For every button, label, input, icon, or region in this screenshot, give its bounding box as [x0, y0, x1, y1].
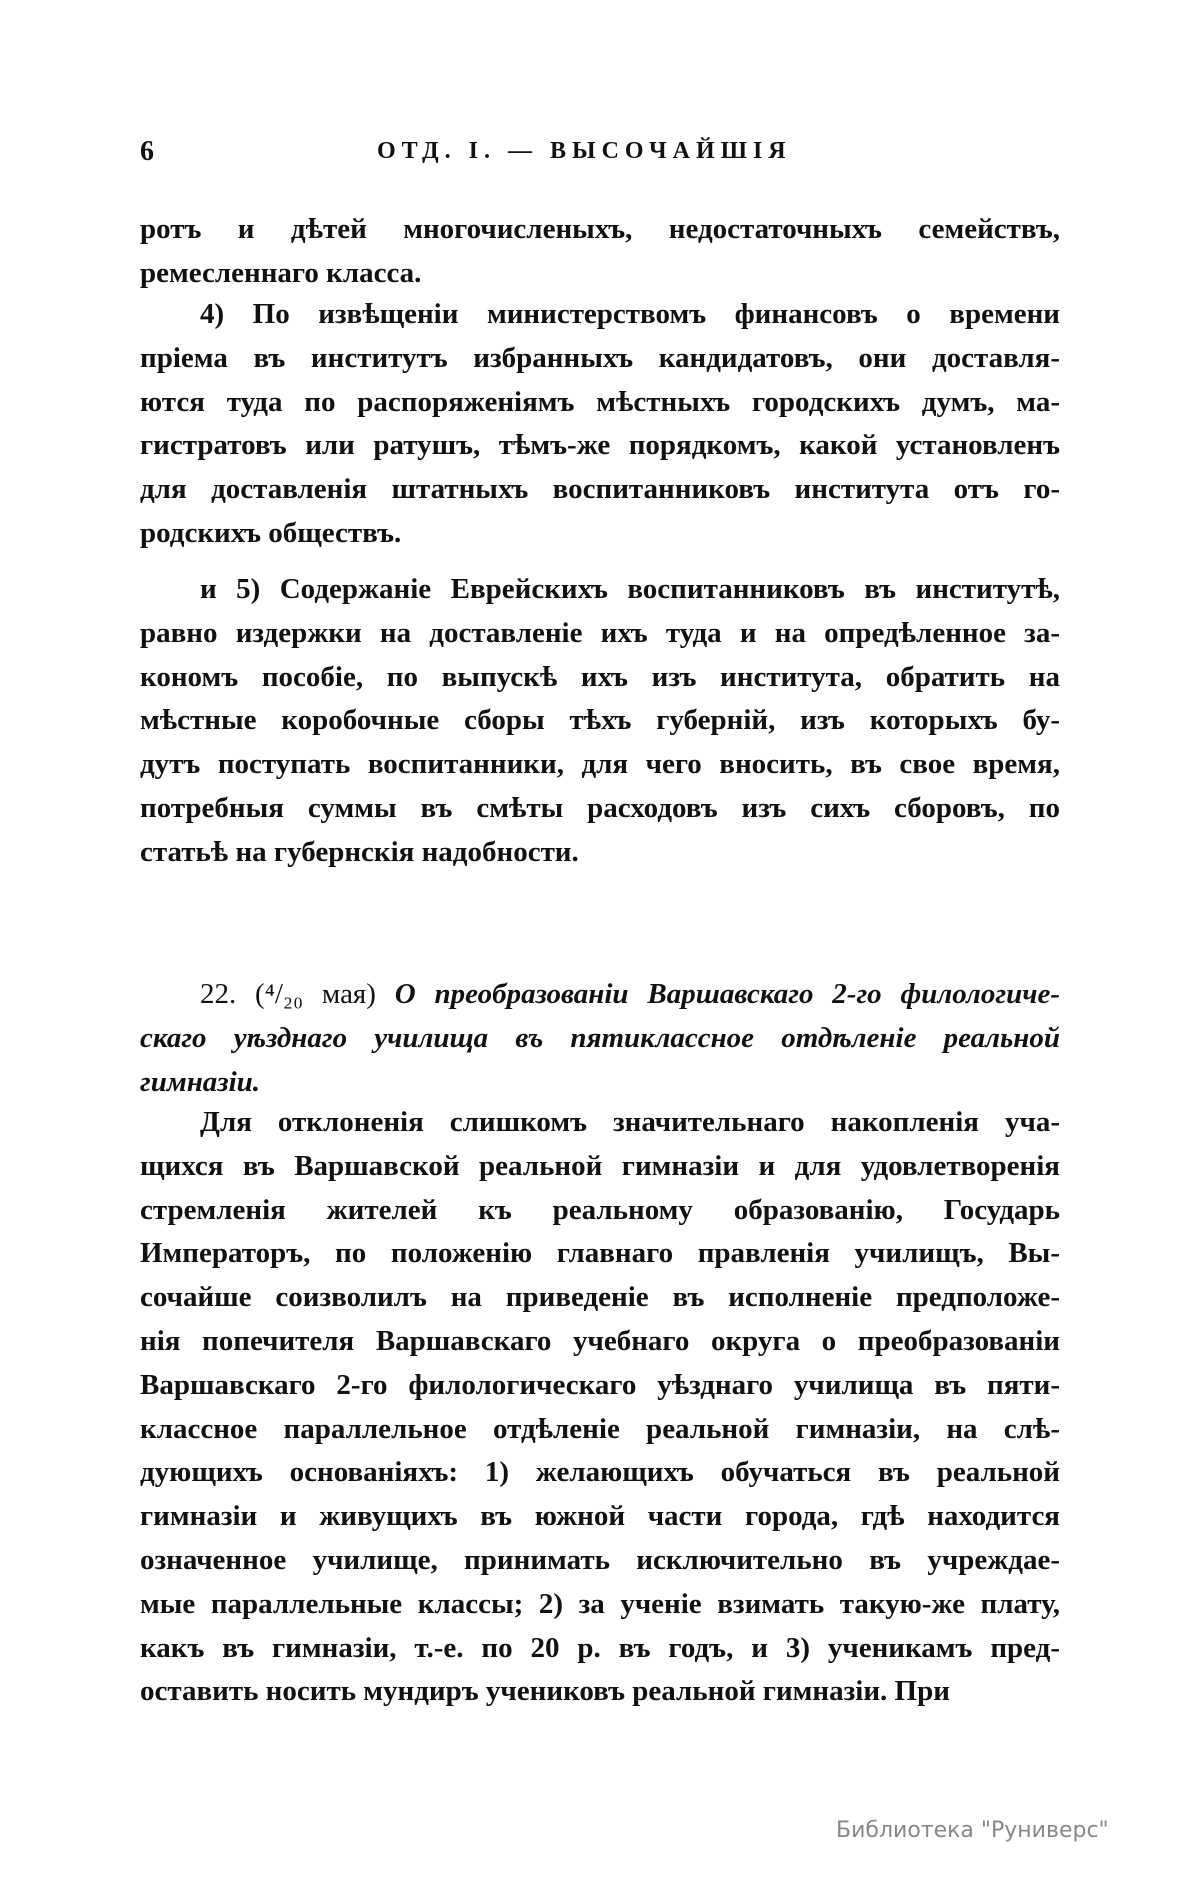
text-line: щихся въ Варшавской реальной гимназіи и для удовлетворенія — [140, 1149, 1060, 1182]
text-line: дутъ поступать воспитанники, для чего вносить, въ свое время, — [140, 748, 1060, 781]
text-line: классное параллельное отдѣленіе реальной гимназіи, на слѣ- — [140, 1412, 1060, 1445]
text-line: мые параллельные классы; 2) за ученіе взимать такую-же плату, — [140, 1587, 1060, 1620]
text-line: родскихъ обществъ. — [140, 516, 402, 549]
heading-line — [140, 973, 1060, 1017]
text-line: и 5) Содержаніе Еврейскихъ воспитанниковъ въ институтѣ, — [200, 573, 1060, 605]
heading-line — [140, 1017, 1060, 1061]
text-line: дующихъ основаніяхъ: 1) желающихъ обучаться въ реальной — [140, 1456, 1060, 1489]
text-line: равно издержки на доставленіе ихъ туда и на опредѣленное за- — [140, 616, 1060, 649]
section-title-text: гимназіи. — [140, 1065, 261, 1098]
text-line: мѣстные коробочные сборы тѣхъ губерній, изъ которыхъ бу- — [140, 704, 1060, 737]
text-line: статьѣ на губернскія надобности. — [140, 835, 579, 868]
text-line: сочайше соизволилъ на приведеніе въ исполненіе предположе- — [140, 1281, 1060, 1314]
text-line: гистратовъ или ратушъ, тѣмъ-же порядкомъ, какой установленъ — [140, 429, 1060, 462]
text-line: Императоръ, по положенію главнаго правленія училищъ, Вы- — [140, 1237, 1060, 1270]
text-line: кономъ пособіе, по выпускѣ ихъ изъ института, обратить на — [140, 660, 1060, 693]
section-number-date: 22. (⁴/₂₀ мая) — [200, 978, 376, 1010]
paragraph-item-4 — [140, 293, 1060, 556]
text-line: гимназіи и живущихъ въ южной части города, гдѣ находится — [140, 1500, 1060, 1533]
text-line: ются туда по распоряженіямъ мѣстныхъ городскихъ думъ, ма- — [140, 385, 1060, 418]
heading-line — [140, 1061, 1060, 1105]
text-line: оставить носить мундиръ учениковъ реальной гимназіи. При — [140, 1675, 950, 1708]
text-line: для доставленія штатныхъ воспитанниковъ института отъ го- — [140, 473, 1060, 506]
text-line: какъ въ гимназіи, т.-е. по 20 р. въ годъ, и 3) ученикамъ пред- — [140, 1631, 1060, 1664]
section-body — [140, 1101, 1060, 1714]
text-line: Для отклоненія слишкомъ значительнаго накопленія уча- — [200, 1106, 1060, 1138]
text-line: пріема въ институтъ избранныхъ кандидатовъ, они доставля- — [140, 341, 1060, 374]
text-line: ремесленнаго класса. — [140, 256, 422, 289]
text-line: 4) По извѣщеніи министерствомъ финансовъ о времени — [200, 298, 1060, 330]
text-line: потребныя суммы въ смѣты расходовъ изъ сихъ сборовъ, по — [140, 791, 1060, 824]
paragraph-continuation — [140, 208, 1060, 296]
section-title-text: скаго уѣзднаго училища въ пятиклассное отдѣленіе реальной — [140, 1021, 1060, 1054]
running-title: ОТД. I. — ВЫСОЧАЙШІЯ — [377, 138, 792, 164]
section-title-text: О преобразованіи Варшавскаго 2-го филологиче- — [394, 978, 1060, 1010]
section-heading — [140, 973, 1060, 1104]
text-line: стремленія жителей къ реальному образованію, Государь — [140, 1193, 1060, 1226]
page-number: 6 — [140, 136, 154, 167]
text-line: ротъ и дѣтей многочисленыхъ, недостаточныхъ семействъ, — [140, 213, 1060, 245]
text-line: означенное училище, принимать исключительно въ учреждае- — [140, 1543, 1060, 1576]
library-watermark: Библиотека "Руниверс" — [836, 1818, 1109, 1843]
paragraph-item-5 — [140, 568, 1060, 875]
page-header — [140, 136, 1060, 180]
text-line: Варшавскаго 2-го филологическаго уѣзднаго училища въ пяти- — [140, 1368, 1060, 1401]
text-line: нія попечителя Варшавскаго учебнаго округа о преобразованіи — [140, 1324, 1060, 1357]
